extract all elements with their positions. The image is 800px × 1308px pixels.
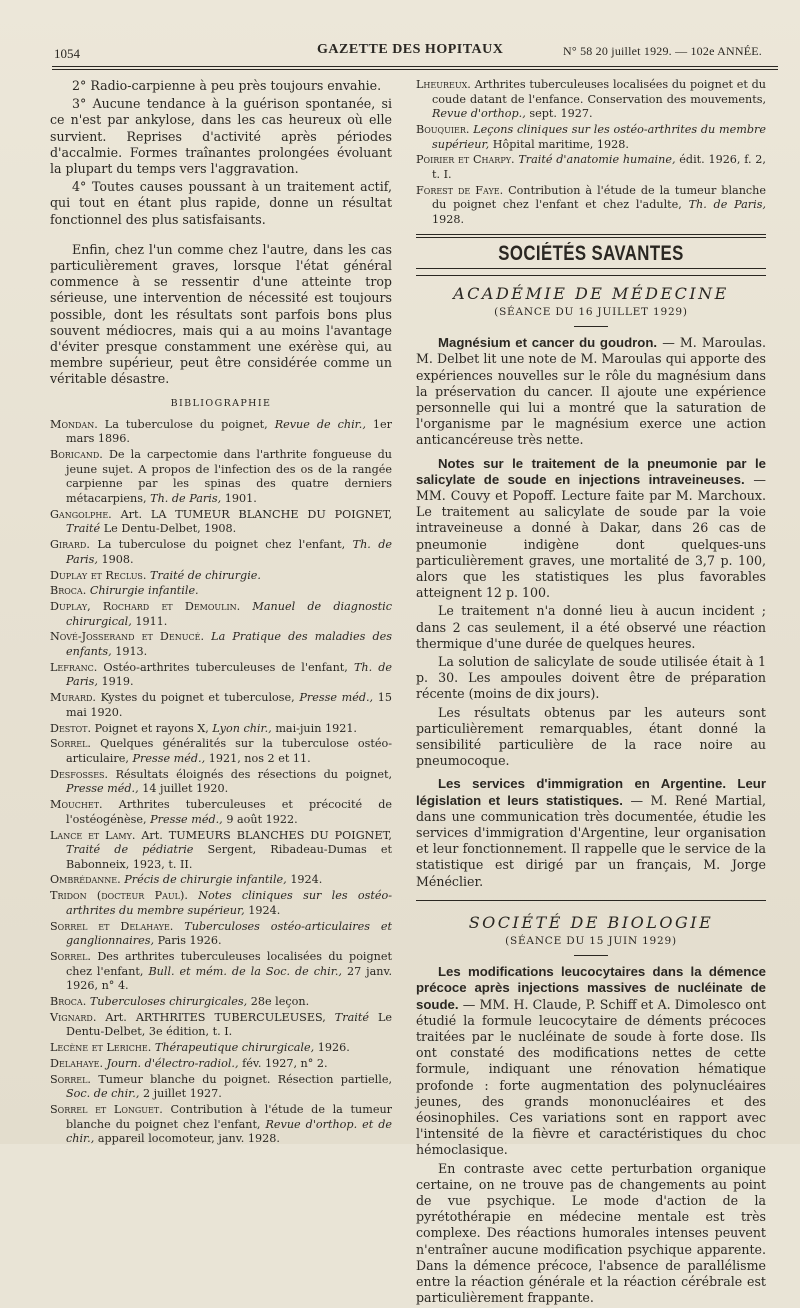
- bib-details: 1926.: [317, 1041, 350, 1055]
- bib-author: Lecène et Leriche.: [50, 1041, 152, 1055]
- section-title: SOCIÉTÉS SAVANTES: [498, 241, 684, 265]
- bib-details: 1928.: [432, 212, 465, 226]
- report-item: [416, 456, 766, 602]
- bib-details: 15 mai 1920.: [66, 691, 392, 719]
- bibliography-entry: [50, 889, 392, 918]
- bib-source: Manuel de diagnostic chirurgical,: [66, 600, 392, 628]
- bibliography-list-continued: [416, 78, 766, 228]
- bib-details: mai-juin 1921.: [275, 721, 357, 735]
- bib-details: 14 juillet 1920.: [142, 782, 229, 796]
- bibliography-entry: [50, 1011, 392, 1040]
- bib-details: 2 juillet 1927.: [142, 1087, 222, 1101]
- bib-source: Lyon chir.,: [212, 721, 272, 735]
- bib-source: Presse méd.,: [299, 691, 374, 705]
- bib-source: Traité de chirurgie.: [150, 568, 261, 582]
- report-paragraph: [416, 603, 766, 652]
- report-body: Les résultats obtenus par les auteurs sont particulièrement remarquables, étant donné la sensibilité particulière de la race noire au pneumocoque.: [416, 704, 766, 769]
- biology-session: (SÉANCE DU 15 JUIN 1929): [505, 935, 677, 948]
- report-paragraph: [416, 654, 766, 703]
- bibliography-entry: [50, 1073, 392, 1102]
- bib-source: Notes cliniques sur les ostéo-arthrites du membre supérieur,: [66, 889, 392, 917]
- bib-author: Desfosses.: [50, 767, 109, 781]
- bib-title: La tuberculose du poignet chez l'enfant,: [97, 538, 346, 552]
- bib-source: Précis de chirurgie infantile,: [124, 873, 287, 887]
- bib-author: Mondan.: [50, 417, 98, 431]
- bibliography-entry: [50, 538, 392, 567]
- bib-source: Tuberculoses ostéo-articulaires et ganglionnaires,: [66, 919, 392, 948]
- bib-author: Poirier et Charpy.: [416, 153, 515, 167]
- bib-author: Sorrel et Longuet.: [50, 1103, 163, 1117]
- bib-details: Le Dentu-Delbet, 3e édition, t. I.: [66, 1010, 392, 1039]
- bib-source: Presse méd.,: [66, 782, 139, 796]
- bibliography-entry: [50, 691, 392, 720]
- academy-items: [416, 335, 766, 890]
- bib-author: Mouchet.: [50, 798, 103, 812]
- bib-author: Broca.: [50, 994, 87, 1008]
- bib-author: Sorrel.: [50, 737, 91, 751]
- bib-title: Contribution à l'étude de la tumeur blanche du poignet chez l'enfant,: [66, 1103, 392, 1131]
- page-header: [52, 40, 772, 64]
- bib-details: 1924.: [290, 873, 323, 887]
- report-title: Les services d'immigration en Argentine. Leur législation et leurs statistiques.: [416, 776, 766, 808]
- bibliography-entry: [50, 768, 392, 797]
- bib-title: Arthrites tuberculeuses localisées du poignet et du coude datant de l'enfance. Conservation des mouvements,: [432, 78, 767, 106]
- academy-short-rule: [574, 326, 608, 327]
- bib-details: 1924.: [248, 903, 281, 917]
- bib-source: Thérapeutique chirurgicale,: [154, 1041, 315, 1055]
- report-item: [416, 964, 766, 1158]
- bib-title: Kystes du poignet et tuberculose,: [100, 691, 295, 705]
- bib-details: Sergent, Ribadeau-Dumas et Babonneix, 1923, t. II.: [66, 843, 392, 871]
- bib-title: Art. ARTHRITES TUBERCULEUSES,: [105, 1010, 326, 1024]
- section-rule-bottom-thin: [416, 268, 766, 269]
- bib-source: Traité: [66, 522, 101, 536]
- bib-author: Sorrel et Delahaye.: [50, 919, 174, 933]
- bibliography-entry: [50, 508, 392, 537]
- bib-author: Nové-Josserand et Denucé.: [50, 630, 205, 644]
- report-body: La solution de salicylate de soude utilisée était à 1 p. 30. Les ampoules doivent être de préparation récente (moins de dix jours).: [416, 653, 766, 702]
- bib-author: Vignard.: [50, 1010, 97, 1024]
- bib-title: Poignet et rayons X,: [94, 721, 209, 735]
- report-body: En contraste avec cette perturbation organique certaine, on ne trouve pas de changements au point de vue psychique. Le mode d'action de la pyrétothérapie en médecine mentale est très complexe. Des réactions humorales intenses peuvent n'entraîner aucune modification psychique apparente. Dans la démence précoce, l'absence de parallélisme entre la réaction générale et la réaction cérébrale est particulièrement frappante.: [416, 1160, 766, 1306]
- bib-author: Ombrédanne.: [50, 873, 121, 887]
- report-body: Le traitement au salicylate de soude par la voie intraveineuse a donné à Dakar, dans 26 cas de pneumonie indigène dont quelques-uns particulièrement graves, une mortalité de 3,7 p. 100, alors que les statistiques les plus favorables atteignent 12 p. 100.: [416, 504, 766, 601]
- bib-details: Hôpital maritime, 1928.: [492, 137, 629, 151]
- bib-source: Presse méd.,: [150, 812, 223, 826]
- bibliography-entry: [50, 661, 392, 690]
- section-rule-bottom: [416, 275, 766, 276]
- report-paragraph: [416, 705, 766, 770]
- section-rule-top-thin: [416, 237, 766, 238]
- bib-author: Sorrel.: [50, 1072, 91, 1086]
- report-body: Le traitement n'a donné lieu à aucun incident ; dans 2 cas seulement, il a été observé une réaction thermique d'une durée de quelques heures.: [416, 603, 766, 651]
- bib-author: Broca.: [50, 584, 87, 598]
- bib-details: édit. 1926, f. 2, t. I.: [432, 153, 766, 181]
- bib-title: Des arthrites tuberculeuses localisées du poignet chez l'enfant,: [66, 950, 392, 978]
- bib-author: Girard.: [50, 538, 90, 552]
- biology-heading: SOCIÉTÉ DE BIOLOGIE: [468, 912, 714, 932]
- bib-author: Destot.: [50, 721, 92, 735]
- bibliography-entry: [50, 920, 392, 949]
- bib-title: Arthrites tuberculeuses et précocité de l'ostéogénèse,: [66, 798, 392, 826]
- bib-details: 1919.: [101, 675, 134, 689]
- bibliography-list: [50, 418, 392, 1147]
- bib-source: Leçons cliniques sur les ostéo-arthrites du membre supérieur,: [432, 122, 767, 151]
- bib-title: Quelques généralités sur la tuberculose ostéo-articulaire,: [66, 737, 392, 765]
- bib-source: Chirurgie infantile.: [89, 584, 199, 598]
- bib-author: Bouquier.: [416, 122, 470, 136]
- bib-author: Duplay, Rochard et Demoulin.: [50, 600, 241, 614]
- bib-title: De la carpectomie dans l'arthrite fongueuse du jeune sujet. A propos de l'infection des os de la rangée carpienne par les spinas des quatre derniers métacarpiens,: [66, 448, 392, 506]
- header-rule: [52, 66, 778, 67]
- bib-author: Murard.: [50, 691, 96, 705]
- bib-details: 9 août 1922.: [226, 812, 298, 826]
- point-3: 3° Aucune tendance à la guérison spontanée, si ce n'est par ankylose, dans les cas heureux où elle survient. Reprises d'activité après périodes d'accalmie. Formes traînantes prolongées évoluant la plupart du temps vers l'aggravation.: [50, 96, 392, 177]
- bibliography-entry: [50, 950, 392, 994]
- bibliography-entry: [50, 448, 392, 506]
- bib-source: Traité: [334, 1010, 369, 1024]
- right-column: [416, 72, 766, 1308]
- bib-source: Th. de Paris,: [66, 538, 393, 566]
- academy-session: (SÉANCE DU 16 JUILLET 1929): [494, 305, 688, 318]
- bibliography-entry: [50, 722, 392, 737]
- bib-details: 27 janv. 1926, n° 4.: [66, 964, 393, 993]
- bibliography-entry: [50, 630, 392, 659]
- report-title: Notes sur le traitement de la pneumonie par le salicylate de soude en injections intraveineuses.: [416, 455, 766, 487]
- bib-source: Revue de chir.,: [274, 417, 366, 431]
- header-rule-thin: [52, 69, 778, 70]
- bib-title: Tumeur blanche du poignet. Résection partielle,: [98, 1072, 393, 1086]
- bib-source: Revue d'orthop. et de chir.,: [66, 1117, 392, 1146]
- journal-title: GAZETTE DES HOPITAUX: [317, 42, 504, 57]
- bib-author: Forest de Faye.: [416, 183, 504, 197]
- bib-details: 1913.: [115, 645, 148, 659]
- report-authors: — MM. H. Claude, P. Schiff et A. Dimolesco: [462, 996, 742, 1012]
- bibliography-entry: [416, 123, 766, 152]
- biology-separator: [416, 900, 766, 901]
- bib-details: 1908.: [101, 552, 134, 566]
- bib-details: 1921, nos 2 et 11.: [208, 751, 311, 765]
- point-2: 2° Radio-carpienne à peu près toujours envahie.: [72, 78, 382, 93]
- bib-source: La Pratique des maladies des enfants,: [66, 630, 392, 659]
- bib-author: Duplay et Reclus.: [50, 568, 147, 582]
- report-body: dans une communication très documentée, étudie les services d'immigration d'Argentine, leur organisation et leur fonctionnement. Il rappelle que le service de la statistique est dirigé par un français, M. Jorge Ménéclier.: [416, 808, 766, 889]
- bib-author: Lheureux.: [416, 78, 471, 91]
- bib-author: Boricand.: [50, 448, 103, 462]
- bib-details: Paris 1926.: [157, 934, 222, 948]
- bib-title: Art. LA TUMEUR BLANCHE DU POIGNET,: [120, 507, 392, 521]
- bibliography-entry: [50, 995, 392, 1010]
- left-column: [50, 72, 392, 1148]
- point-4: 4° Toutes causes poussant à un traitement actif, qui tout en étant plus rapide, donne un résultat fonctionnel des plus satisfaisants.: [50, 179, 392, 227]
- bib-source: Revue d'orthop.,: [432, 107, 526, 121]
- bib-title: La tuberculose du poignet,: [104, 417, 268, 431]
- bib-author: Delahaye.: [50, 1056, 104, 1070]
- report-body: ont étudié la formule leucocytaire de déments précoces traitées par le nucléinate de soude à forte dose. Ils ont constaté des modifications nettes de cette formule, indiquant une rénovation hématique profonde : forte augmentation des polynucléaires jeunes, des grands mononucléaires et des éosinophiles. Ces variations sont en rapport avec l'intensité de la fièvre et caractéristiques du choc hémoclasique.: [416, 996, 766, 1158]
- bib-source: Th. de Paris,: [66, 660, 393, 689]
- bib-details: 28e leçon.: [250, 994, 310, 1008]
- page-number: 1054: [54, 46, 80, 61]
- academy-heading: ACADÉMIE DE MÉDECINE: [453, 283, 729, 303]
- bib-title: Contribution à l'étude de la tumeur blanche du poignet chez l'enfant et chez l'adulte,: [432, 183, 766, 212]
- bib-author: Gangolphe.: [50, 507, 112, 521]
- bibliography-entry: [416, 78, 766, 122]
- bib-source: Traité de pédiatrie: [66, 843, 194, 857]
- bibliography-entry: [50, 1057, 392, 1072]
- bibliography-entry: [50, 584, 392, 599]
- bib-details: fév. 1927, n° 2.: [242, 1056, 328, 1070]
- bibliography-entry: [50, 1041, 392, 1056]
- report-title: Les modifications leucocytaires dans la démence précoce après injections massives de nucléinate de soude.: [416, 964, 766, 1012]
- bibliography-heading: BIBLIOGRAPHIE: [170, 397, 272, 409]
- bib-source: Th. de Paris,: [688, 198, 766, 212]
- biology-items: [416, 964, 766, 1306]
- bibliography-entry: [50, 1103, 392, 1147]
- issue-info: N° 58 20 juillet 1929. — 102e ANNÉE.: [563, 44, 762, 58]
- bib-source: Bull. et mém. de la Soc. de chir.,: [148, 964, 342, 978]
- bib-details: sept. 1927.: [529, 107, 593, 121]
- bibliography-entry: [50, 873, 392, 888]
- report-authors: — MM. Couvy et Popoff. Lecture faite par M. Marchoux.: [416, 471, 766, 503]
- bib-title: Résultats éloignés des résections du poignet,: [115, 767, 393, 781]
- bib-details: 1er mars 1896.: [66, 417, 393, 446]
- bibliography-entry: [416, 153, 766, 182]
- bib-author: Lance et Lamy.: [50, 828, 136, 842]
- bib-author: Lefranc.: [50, 660, 98, 674]
- bib-source: Th. de Paris,: [150, 492, 222, 506]
- bibliography-entry: [50, 418, 392, 447]
- bib-title: Art. TUMEURS BLANCHES DU POIGNET,: [141, 828, 392, 842]
- bibliography-entry: [50, 737, 392, 766]
- bib-source: Presse méd.,: [132, 751, 206, 765]
- bibliography-entry: [50, 798, 392, 827]
- report-item: [416, 335, 766, 448]
- bib-details: 1911.: [135, 614, 168, 628]
- bib-author: Sorrel.: [50, 950, 91, 964]
- bibliography-entry: [50, 829, 392, 873]
- bibliography-entry: [416, 184, 766, 228]
- bib-details: Le Dentu-Delbet, 1908.: [103, 522, 237, 536]
- bib-details: 1901.: [224, 492, 257, 506]
- report-paragraph: [416, 1161, 766, 1307]
- bib-source: Soc. de chir.,: [66, 1087, 140, 1101]
- report-body: M. Delbet lit une note de M. Maroulas qui apporte des expériences nouvelles sur le rôle du magnésium dans la préservation du cancer. Il ajoute une expérience personnelle qui lui a montré que la saturation de l'organisme par le magnésium exerce une action anticancéreuse très nette.: [416, 351, 766, 448]
- biology-short-rule: [574, 955, 608, 956]
- report-authors: — M. Maroulas.: [662, 335, 766, 351]
- conclusion-paragraph: Enfin, chez l'un comme chez l'autre, dans les cas particulièrement graves, lorsque l'état général commence à se ressentir d'une atteinte trop sérieuse, une intervention de nécessité est toujours possible, dont les résultats sont parfois bons plus souvent médiocres, mais qui a au moins l'avantage d'éviter presque constamment une exérèse qui, au membre supérieur, peut être considérée comme un véritable désastre.: [50, 241, 392, 387]
- bib-source: Journ. d'électro-radiol.,: [106, 1056, 239, 1070]
- report-title: Magnésium et cancer du goudron.: [438, 335, 658, 351]
- bib-author: Tridon (docteur Paul).: [50, 889, 188, 903]
- section-rule-top: [416, 234, 766, 235]
- report-item: [416, 776, 766, 889]
- bib-source: Traité d'anatomie humaine,: [518, 153, 676, 167]
- bib-title: Ostéo-arthrites tuberculeuses de l'enfant,: [103, 660, 348, 674]
- bib-source: Tuberculoses chirurgicales,: [89, 994, 248, 1008]
- report-authors: — M. René Martial,: [630, 792, 766, 808]
- bib-details: appareil locomoteur, janv. 1928.: [97, 1132, 280, 1146]
- bibliography-entry: [50, 600, 392, 629]
- bibliography-entry: [50, 569, 392, 584]
